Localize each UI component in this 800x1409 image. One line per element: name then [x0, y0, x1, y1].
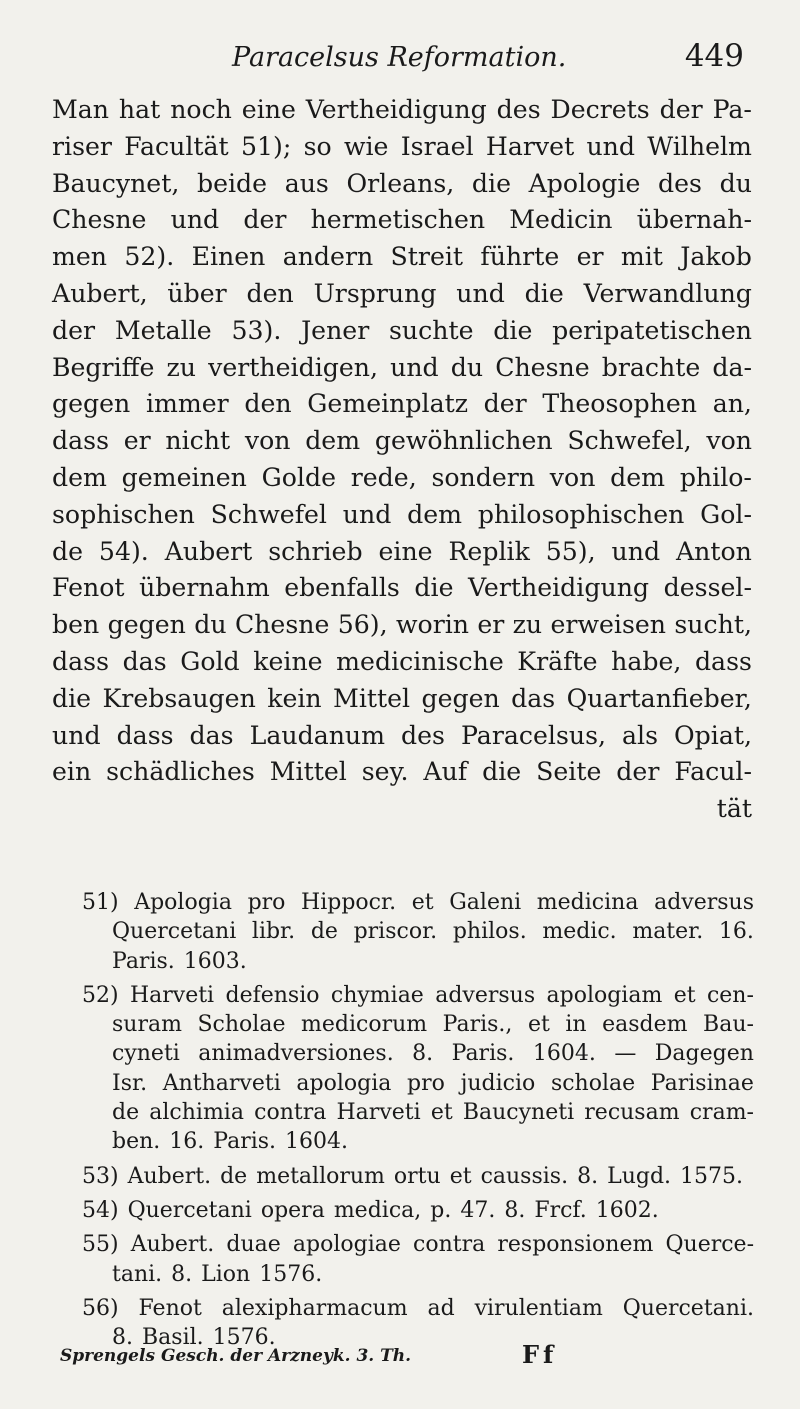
- word: das: [122, 646, 167, 676]
- word: Quartanfieber,: [566, 683, 752, 713]
- word: Seite: [536, 757, 602, 787]
- text-line: [52, 607, 752, 644]
- word: medicina: [536, 890, 639, 915]
- word: et: [673, 982, 696, 1008]
- word: ben.: [112, 1129, 161, 1155]
- word: dem: [305, 426, 361, 456]
- word: 1602.: [595, 1197, 659, 1223]
- word: Harveti: [336, 1100, 421, 1126]
- text-line: [52, 276, 752, 313]
- word: Decrets: [550, 95, 650, 124]
- word: 55): [82, 1232, 119, 1258]
- word: Quercetani: [112, 919, 237, 945]
- word: apologiae: [292, 1232, 401, 1258]
- word: philosophischen: [477, 499, 685, 529]
- word: Frcf.: [534, 1197, 587, 1223]
- word: übernahm: [139, 573, 270, 603]
- word: defensio: [225, 982, 320, 1008]
- word: medicinische: [336, 646, 504, 676]
- word: eine: [241, 95, 296, 124]
- word: easdem: [602, 1012, 688, 1038]
- word: Facultät: [124, 131, 229, 161]
- word: Aubert: [164, 536, 253, 566]
- word: kein: [267, 683, 322, 713]
- word: dem: [407, 499, 463, 529]
- word: Paris.: [451, 1041, 515, 1067]
- sheet-mark: Ff: [522, 1340, 558, 1369]
- word: philo-: [679, 462, 752, 492]
- word: die: [52, 683, 92, 713]
- word: den: [244, 389, 292, 419]
- word: Hippocr.: [301, 890, 397, 915]
- word: Opiat,: [674, 720, 752, 750]
- word: übernah-: [636, 205, 752, 235]
- word: cen-: [706, 982, 754, 1008]
- word: de: [220, 1163, 248, 1189]
- word: Schwefel,: [567, 426, 692, 456]
- word: Baucyneti: [462, 1100, 575, 1126]
- word: chymiae: [330, 982, 424, 1008]
- word: 56): [82, 1295, 119, 1321]
- word: 8.: [504, 1197, 526, 1223]
- word: apologia: [296, 1070, 392, 1096]
- word: Fenot: [52, 573, 125, 603]
- main-text: [52, 92, 752, 828]
- text-line: [52, 129, 752, 166]
- word: sey.: [361, 757, 409, 787]
- word: an,: [712, 389, 752, 419]
- word: gewöhnlichen: [374, 426, 553, 456]
- word: Jakob: [680, 242, 752, 272]
- word: Antharveti: [162, 1070, 281, 1096]
- word: Chesne: [52, 205, 147, 235]
- word: virulentiam: [474, 1295, 603, 1321]
- word: gemeinen: [121, 462, 247, 492]
- word: Querce-: [665, 1232, 754, 1258]
- word: andern: [282, 242, 374, 272]
- word: alexipharmacum: [221, 1295, 408, 1321]
- footnote: [82, 1196, 754, 1225]
- text-line: [52, 239, 752, 276]
- text-line: [82, 888, 754, 917]
- word: Metalle: [114, 315, 212, 345]
- word: und: [170, 205, 220, 235]
- word: ad: [427, 1295, 455, 1321]
- word: de: [310, 919, 338, 945]
- word: er: [576, 242, 604, 272]
- word: Lugd.: [607, 1163, 672, 1189]
- word: dass: [694, 646, 752, 676]
- word: die: [524, 278, 564, 308]
- word: duae: [226, 1232, 281, 1258]
- word: de: [52, 536, 84, 566]
- text-line: [52, 386, 752, 423]
- footnote: [82, 1162, 754, 1191]
- word: 1603.: [183, 948, 247, 974]
- word: keine: [253, 646, 323, 676]
- footnote: [82, 1230, 754, 1289]
- word: libr.: [251, 919, 296, 945]
- word: Krebsaugen: [102, 683, 256, 713]
- word: tani.: [112, 1261, 163, 1287]
- word: noch: [170, 95, 232, 124]
- word: 8.: [171, 1261, 193, 1287]
- word: Quercetani.: [622, 1295, 754, 1321]
- word: Gold: [180, 646, 240, 676]
- word: men: [52, 242, 108, 272]
- word: animadversiones.: [198, 1041, 394, 1067]
- text-line: [82, 947, 754, 976]
- word: sondern: [431, 462, 536, 492]
- word: Scholae: [197, 1012, 286, 1038]
- word: 1576.: [259, 1261, 323, 1287]
- word: Vertheidigung: [468, 573, 650, 603]
- word: 55),: [545, 536, 596, 566]
- word: pro: [247, 890, 286, 915]
- word: schädliches: [106, 757, 255, 787]
- word: contra: [413, 1232, 486, 1258]
- word: rede,: [350, 462, 417, 492]
- word: die: [471, 168, 511, 198]
- word: 54): [82, 1197, 119, 1223]
- word: Begriffe: [52, 352, 155, 382]
- word: medicorum: [301, 1012, 428, 1038]
- text-line: [52, 718, 752, 755]
- word: und: [456, 278, 505, 308]
- page-number: 449: [684, 38, 744, 74]
- text-line: [52, 202, 752, 239]
- text-line: [82, 1162, 754, 1191]
- word: und: [52, 720, 101, 750]
- word: wie: [343, 131, 389, 161]
- text-line: [82, 1098, 754, 1127]
- word: Man: [52, 95, 110, 124]
- word: vertheidigen,: [208, 352, 379, 382]
- word: er: [477, 610, 505, 640]
- word: gegen: [52, 389, 131, 419]
- word: und: [342, 499, 392, 529]
- word: 8.: [112, 1325, 133, 1351]
- word: Pa-: [712, 95, 752, 124]
- word: Paracelsus,: [460, 720, 607, 750]
- word: sucht,: [674, 610, 752, 640]
- word: erweisen: [550, 610, 667, 640]
- word: Golde: [261, 462, 336, 492]
- word: da-: [712, 352, 752, 382]
- footnote: [82, 981, 754, 1157]
- word: so: [303, 131, 332, 161]
- word: Laudanum: [249, 720, 386, 750]
- word: worin: [395, 610, 470, 640]
- word: adversus: [654, 890, 754, 915]
- text-line: [82, 1069, 754, 1098]
- word: 8.: [577, 1163, 599, 1189]
- word: medica,: [333, 1197, 422, 1223]
- word: suram: [112, 1012, 182, 1038]
- word: die: [493, 315, 533, 345]
- word: Dagegen: [654, 1041, 754, 1067]
- word: Bau-: [703, 1012, 754, 1038]
- word: dem: [610, 462, 666, 492]
- word: 8.: [412, 1041, 434, 1067]
- word: eine: [378, 536, 433, 566]
- word: des: [401, 720, 445, 750]
- word: 51): [82, 890, 119, 915]
- text-line: [82, 1127, 754, 1156]
- word: responsionem: [497, 1232, 654, 1258]
- word: 53): [82, 1163, 119, 1189]
- word: und: [390, 352, 439, 382]
- word: Anton: [675, 536, 752, 566]
- word: schrieb: [268, 536, 363, 566]
- word: 16.: [718, 919, 754, 945]
- word: der: [659, 95, 703, 124]
- text-line: [52, 681, 752, 718]
- word: Orleans,: [346, 168, 455, 198]
- word: Streit: [390, 242, 464, 272]
- word: hermetischen: [310, 205, 486, 235]
- page-header: [52, 38, 752, 78]
- word: 1575.: [680, 1163, 743, 1189]
- running-title: Paracelsus Reformation.: [232, 42, 567, 73]
- printer-signature: Sprengels Gesch. der Arzneyk. 3. Th.: [60, 1346, 412, 1366]
- word: Schwefel: [210, 499, 327, 529]
- word: der: [483, 389, 527, 419]
- word: des: [658, 168, 702, 198]
- word: recusam: [584, 1100, 680, 1126]
- word: Basil.: [142, 1325, 204, 1351]
- word: Harveti: [129, 982, 215, 1008]
- word: über: [167, 278, 227, 308]
- word: priscor.: [353, 919, 438, 945]
- word: das: [511, 683, 556, 713]
- word: Aubert,: [52, 278, 148, 308]
- word: die: [414, 573, 454, 603]
- word: 54).: [98, 536, 149, 566]
- word: dem: [52, 462, 107, 492]
- word: 53).: [231, 315, 282, 345]
- text-line: [82, 1294, 754, 1323]
- word: metallorum: [256, 1163, 385, 1189]
- word: mater.: [632, 919, 704, 945]
- word: ein: [52, 757, 92, 787]
- word: Mittel: [333, 683, 411, 713]
- text-line: [52, 644, 752, 681]
- word: du: [194, 610, 227, 640]
- text-line: [52, 423, 752, 460]
- word: der: [52, 315, 96, 345]
- text-line: [82, 1010, 754, 1039]
- word: beide: [196, 168, 268, 198]
- word: adversus: [435, 982, 536, 1008]
- word: dass: [52, 646, 109, 676]
- word: dass: [116, 720, 174, 750]
- word: sophischen: [52, 499, 195, 529]
- word: Medicin: [509, 205, 613, 235]
- word: führte: [480, 242, 560, 272]
- word: als: [622, 720, 659, 750]
- word: peripatetischen: [552, 315, 752, 345]
- word: judicio: [460, 1070, 536, 1096]
- word: dass: [52, 426, 109, 456]
- catchword-line: [52, 791, 752, 828]
- word: Facul-: [674, 757, 752, 787]
- word: immer: [145, 389, 229, 419]
- text-line: [52, 166, 752, 203]
- word: gegen: [421, 683, 500, 713]
- text-line: [82, 1039, 754, 1068]
- word: und: [611, 536, 661, 566]
- word: nicht: [165, 426, 231, 456]
- word: Chesne: [495, 352, 590, 382]
- word: aus: [284, 168, 329, 198]
- word: 1604.: [532, 1041, 596, 1067]
- word: Mittel: [269, 757, 347, 787]
- word: er: [123, 426, 151, 456]
- word: 47.: [460, 1197, 496, 1223]
- word: du: [450, 352, 484, 382]
- word: Wilhelm: [647, 131, 752, 161]
- word: 1576.: [212, 1325, 276, 1351]
- word: Verwandlung: [583, 278, 752, 308]
- word: ben: [52, 610, 100, 640]
- word: hat: [118, 95, 161, 124]
- word: cyneti: [112, 1041, 180, 1067]
- word: apologiam: [546, 982, 663, 1008]
- word: Fenot: [138, 1295, 202, 1321]
- word: der: [243, 205, 287, 235]
- word: 56),: [337, 610, 388, 640]
- word: gegen: [107, 610, 186, 640]
- word: medic.: [542, 919, 617, 945]
- word: Chesne: [234, 610, 330, 640]
- word: Auf: [423, 757, 468, 787]
- word: scholae: [550, 1070, 636, 1096]
- text-line: [52, 460, 752, 497]
- word: Lion: [201, 1261, 251, 1287]
- word: Quercetani: [127, 1197, 252, 1223]
- word: die: [482, 757, 522, 787]
- word: zu: [166, 352, 197, 382]
- word: von: [706, 426, 752, 456]
- word: dessel-: [663, 573, 752, 603]
- word: opera: [260, 1197, 325, 1223]
- word: Aubert.: [127, 1163, 212, 1189]
- word: brachte: [601, 352, 701, 382]
- word: Aubert.: [130, 1232, 215, 1258]
- footnotes: [82, 888, 754, 1357]
- word: Einen: [191, 242, 266, 272]
- word: Paris.,: [442, 1012, 513, 1038]
- word: Israel: [400, 131, 474, 161]
- text-line: [82, 917, 754, 946]
- page-footer: [60, 1340, 760, 1370]
- word: Baucynet,: [52, 168, 180, 198]
- word: pro: [407, 1070, 445, 1096]
- word: Kräfte: [517, 646, 598, 676]
- word: alchimia: [149, 1100, 244, 1126]
- word: mit: [620, 242, 663, 272]
- word: Replik: [448, 536, 530, 566]
- text-line: [52, 497, 752, 534]
- word: Ursprung: [313, 278, 437, 308]
- word: et: [430, 1100, 453, 1126]
- word: suchte: [389, 315, 474, 345]
- word: cram-: [689, 1100, 754, 1126]
- word: der: [616, 757, 660, 787]
- catchword: tät: [716, 794, 752, 824]
- word: ebenfalls: [284, 573, 400, 603]
- footnote: [82, 888, 754, 976]
- word: das: [189, 720, 234, 750]
- word: philos.: [452, 919, 527, 945]
- word: caussis.: [480, 1163, 569, 1189]
- word: 51);: [240, 131, 292, 161]
- word: riser: [52, 131, 112, 161]
- word: et: [411, 890, 434, 915]
- text-line: [52, 754, 752, 791]
- word: Isr.: [112, 1070, 148, 1096]
- text-line: [52, 313, 752, 350]
- text-line: [82, 1260, 754, 1289]
- word: in: [565, 1012, 587, 1038]
- word: zu: [512, 610, 543, 640]
- word: 1604.: [285, 1129, 349, 1155]
- word: Paris.: [112, 948, 175, 974]
- word: et: [449, 1163, 472, 1189]
- word: ortu: [393, 1163, 441, 1189]
- text-line: [82, 1196, 754, 1225]
- word: Apologie: [528, 168, 641, 198]
- word: Galeni: [449, 890, 522, 915]
- word: et: [527, 1012, 550, 1038]
- word: 52): [82, 982, 119, 1008]
- word: 52).: [124, 242, 175, 272]
- text-line: [82, 1230, 754, 1259]
- word: Harvet: [485, 131, 575, 161]
- word: 16.: [169, 1129, 205, 1155]
- text-line: [52, 534, 752, 571]
- text-line: [52, 92, 752, 129]
- text-line: [52, 570, 752, 607]
- word: de: [112, 1100, 140, 1126]
- word: Gemeinplatz: [307, 389, 468, 419]
- word: contra: [254, 1100, 327, 1126]
- word: —: [614, 1041, 637, 1067]
- word: von: [244, 426, 291, 456]
- word: Parisinae: [650, 1070, 754, 1096]
- word: Apologia: [134, 890, 232, 915]
- word: Vertheidigung: [305, 95, 487, 124]
- word: und: [586, 131, 636, 161]
- word: Gol-: [700, 499, 752, 529]
- word: des: [496, 95, 541, 124]
- text-line: [52, 350, 752, 387]
- word: Paris.: [213, 1129, 277, 1155]
- word: von: [549, 462, 596, 492]
- word: Jener: [301, 315, 370, 345]
- word: p.: [430, 1197, 452, 1223]
- word: habe,: [611, 646, 682, 676]
- word: du: [719, 168, 752, 198]
- word: Theosophen: [542, 389, 698, 419]
- text-line: [82, 981, 754, 1010]
- word: den: [246, 278, 294, 308]
